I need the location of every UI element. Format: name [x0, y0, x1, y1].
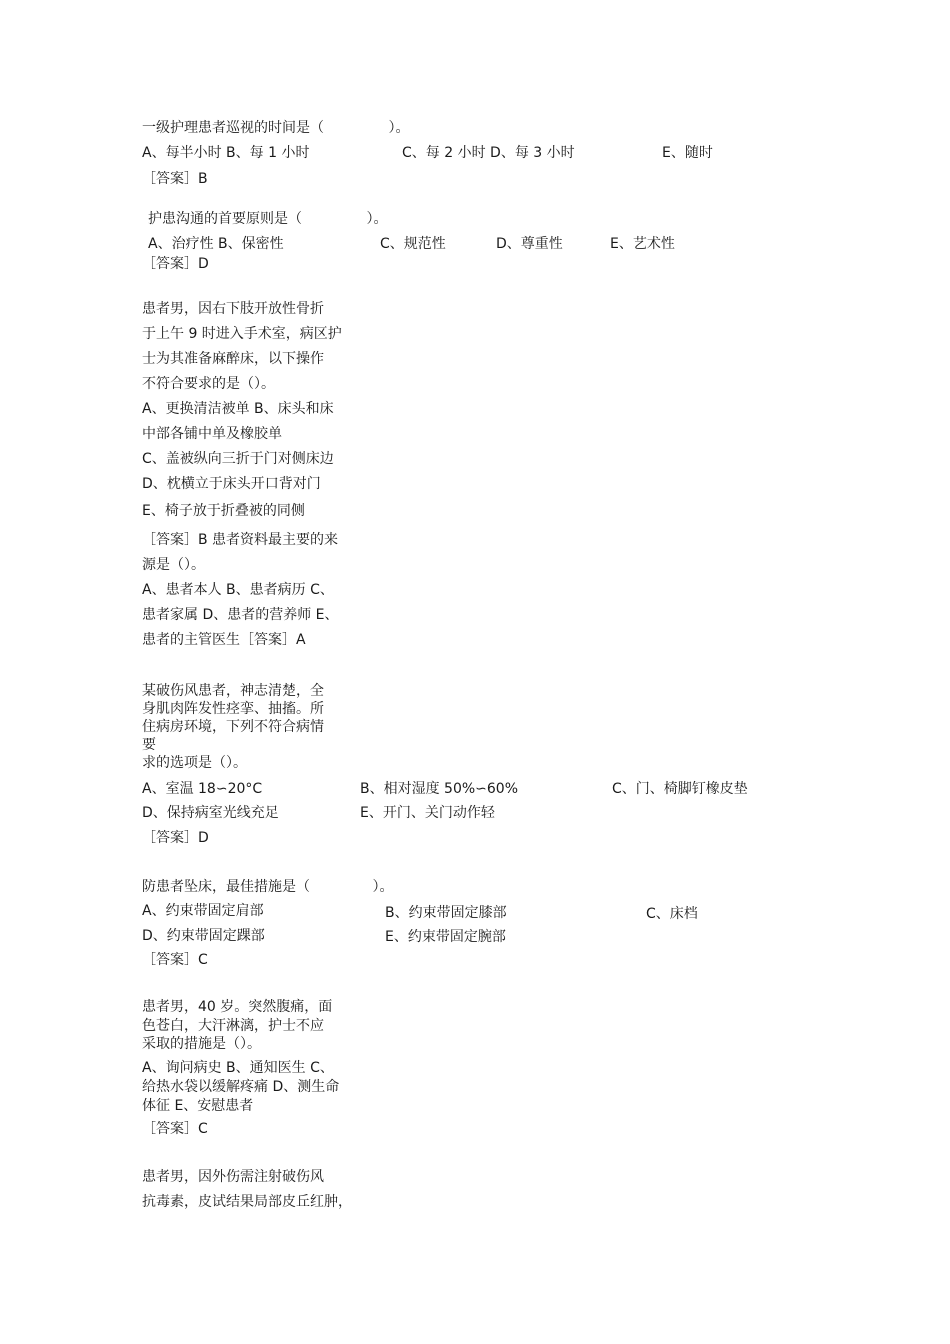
q2-option-c: C、规范性 [380, 236, 446, 252]
q5-answer: ［答案］D [142, 830, 209, 846]
q3-line: E、椅子放于折叠被的同侧 [142, 503, 305, 519]
q3-line: 于上午 9 时进入手术室，病区护 [142, 326, 342, 342]
q7-line: A、询问病史 B、通知医生 C、 [142, 1060, 334, 1076]
q7-line: 采取的措施是（）。 [142, 1036, 261, 1052]
q7-line: 患者男，40 岁。突然腹痛，面 [142, 999, 333, 1015]
q5-line: 某破伤风患者，神志清楚，全 [142, 683, 324, 699]
q2-option-d: D、尊重性 [496, 236, 563, 252]
q7-answer: ［答案］C [142, 1121, 208, 1137]
q4-line: 患者的主管医生［答案］A [142, 632, 306, 648]
q3-line: D、枕横立于床头开口背对门 [142, 476, 321, 492]
q1-option-ab: A、每半小时 B、每 1 小时 [142, 145, 310, 161]
q8-line: 抗毒素，皮试结果局部皮丘红肿， [142, 1194, 352, 1210]
q5-option-c: C、门、椅脚钉橡皮垫 [612, 781, 748, 797]
q6-option-a: A、约束带固定肩部 [142, 903, 264, 919]
q1-answer: ［答案］B [142, 171, 208, 187]
q4-line: A、患者本人 B、患者病历 C、 [142, 582, 334, 598]
q4-line: 源是（）。 [142, 557, 205, 573]
q1-stem: 一级护理患者巡视的时间是（ ）。 [142, 120, 410, 136]
q5-line: 求的选项是（）。 [142, 755, 247, 771]
q7-line: 色苍白，大汗淋漓，护士不应 [142, 1018, 324, 1034]
q1-option-cd: C、每 2 小时 D、每 3 小时 [402, 145, 575, 161]
q3-line: 患者男，因右下肢开放性骨折 [142, 301, 324, 317]
q3-line: 不符合要求的是（）。 [142, 376, 275, 392]
q8-line: 患者男，因外伤需注射破伤风 [142, 1169, 324, 1185]
q6-option-d: D、约束带固定踝部 [142, 928, 265, 944]
q6-option-c: C、床档 [646, 906, 698, 922]
q3-line: A、更换清洁被单 B、床头和床 [142, 401, 334, 417]
q2-answer: ［答案］D [142, 256, 209, 272]
q7-line: 给热水袋以缓解疼痛 D、测生命 [142, 1079, 340, 1095]
q5-line: 住病房环境，下列不符合病情 [142, 719, 324, 735]
q6-stem: 防患者坠床，最佳措施是（ ）。 [142, 879, 394, 895]
q1-option-e: E、随时 [662, 145, 713, 161]
q6-option-b: B、约束带固定膝部 [385, 905, 507, 921]
q5-option-e: E、开门、关门动作轻 [360, 805, 495, 821]
q3-line: C、盖被纵向三折于门对侧床边 [142, 451, 334, 467]
q6-answer: ［答案］C [142, 952, 208, 968]
q4-line: 患者家属 D、患者的营养师 E、 [142, 607, 339, 623]
q3-line: 士为其准备麻醉床，以下操作 [142, 351, 324, 367]
q5-option-d: D、保持病室光线充足 [142, 805, 279, 821]
q4-line: ［答案］B 患者资料最主要的来 [142, 532, 339, 548]
q2-option-e: E、艺术性 [610, 236, 675, 252]
q5-line: 要 [142, 737, 156, 753]
q2-stem: 护患沟通的首要原则是（ ）。 [148, 211, 388, 227]
q6-option-e: E、约束带固定腕部 [385, 929, 506, 945]
q2-option-ab: A、治疗性 B、保密性 [148, 236, 284, 252]
q7-line: 体征 E、安慰患者 [142, 1098, 254, 1114]
q3-line: 中部各铺中单及橡胶单 [142, 426, 282, 442]
q5-option-b: B、相对湿度 50%∽60% [360, 781, 519, 797]
q5-option-a: A、室温 18∽20°C [142, 781, 263, 797]
q5-line: 身肌肉阵发性痉挛、抽搐。所 [142, 701, 324, 717]
